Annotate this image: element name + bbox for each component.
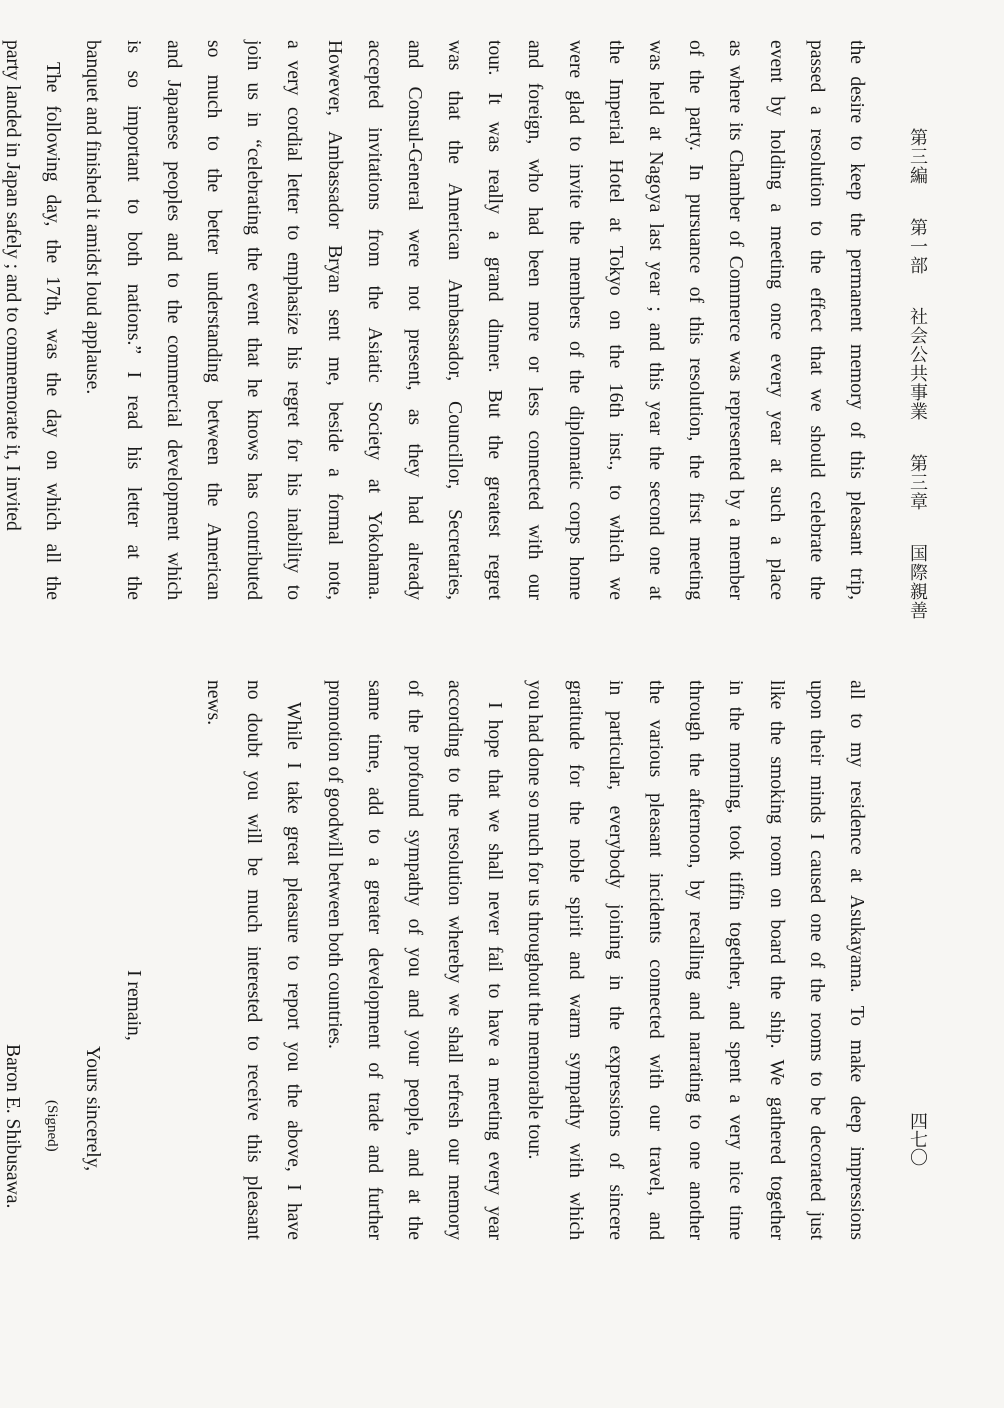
text-line: was held at Nagoya last year ; and this year the second one at <box>645 40 667 600</box>
text-line: accepted invitations from the Asiatic Society at Yokohama. <box>363 40 385 600</box>
text-line: no doubt you will be much interested to receive this pleasant <box>243 680 265 1240</box>
closing-signed: (Signed) <box>44 1100 61 1152</box>
letter-body <box>2 40 876 1320</box>
text-line: of the party. In pursuance of this resolution, the first meeting <box>685 40 707 600</box>
signature-name: Baron E. Shibusawa. <box>2 1044 24 1209</box>
header-chapter: 第三章 <box>907 454 928 512</box>
paragraph <box>313 680 514 1240</box>
text-line: tour. It was really a grand dinner. But the greatest regret <box>484 40 506 600</box>
text-line: the desire to keep the permanent memory of this pleasant trip, <box>846 40 867 600</box>
text-line: promotion of goodwill between both countries. <box>323 680 345 1049</box>
text-line: and foreign, who had been more or less connected with our <box>524 40 546 600</box>
text-line: so much to the better understanding between the American <box>203 40 224 600</box>
text-line: the various pleasant incidents connected with our travel, and <box>645 680 667 1240</box>
left-column <box>2 40 876 600</box>
header-topic: 国際親善 <box>907 543 928 620</box>
header-section: 第一部 <box>907 217 928 275</box>
text-line: The following day, the 17th, was the day on which all the <box>42 62 64 600</box>
header-part: 第三編 <box>907 128 928 185</box>
text-line: news. <box>203 680 224 726</box>
text-line: I hope that we shall never fail to have a meeting every year <box>484 702 506 1240</box>
text-line: gratitude for the noble spirit and warm sympathy with which <box>564 680 586 1240</box>
text-line: While I take great pleasure to report you the above, I have <box>283 702 305 1240</box>
page-number: 四七〇 <box>907 1112 928 1166</box>
closing-remain: I remain, <box>122 970 144 1041</box>
text-line: you had done so much for us throughout the memorable tour. <box>524 680 546 1160</box>
text-line: upon their minds I caused one of the rooms to be decorated just <box>805 680 827 1240</box>
text-line: join us in “celebrating the event that he knows has contributed <box>243 40 265 600</box>
text-line: However, Ambassador Bryan sent me, beside a formal note, <box>323 40 345 600</box>
text-line: were glad to invite the members of the diplomatic corps home <box>564 40 586 600</box>
text-line: all to my residence at Asukayama. To make deep impressions <box>846 680 867 1240</box>
text-line: in the morning, took tiffin together, and spent a very nice time <box>725 680 747 1240</box>
letter-closing <box>0 680 193 1240</box>
text-line: as where its Chamber of Commerce was represented by a member <box>725 40 747 600</box>
paragraph <box>72 40 876 600</box>
text-line: like the smoking room on board the ship. We gathered together <box>765 680 787 1240</box>
text-line: of the profound sympathy of you and your people, and at the <box>403 680 425 1240</box>
running-header <box>902 128 932 628</box>
right-column-paragraphs <box>193 680 876 1240</box>
paragraph <box>514 680 876 1240</box>
text-line: and Consul-General were not present, as they had already <box>403 40 425 600</box>
text-line: a very cordial letter to emphasize his regret for his inability to <box>283 40 305 600</box>
text-line: same time, add to a greater development of trade and further <box>363 680 385 1240</box>
text-line: according to the resolution whereby we shall refresh our memory <box>444 680 466 1240</box>
text-line: is so important to both nations.” I read his letter at the <box>122 40 144 600</box>
text-line: passed a resolution to the effect that we should celebrate the <box>805 40 827 600</box>
paragraph <box>0 40 72 600</box>
right-column <box>2 680 876 1240</box>
closing-yours-sincerely: Yours sincerely, <box>82 1046 104 1172</box>
text-line: banquet and finished it amidst loud applause. <box>82 40 104 395</box>
header-category: 社会公共事業 <box>907 307 928 422</box>
paragraph <box>193 680 314 1240</box>
text-line: through the afternoon, by recalling and narrating to one another <box>685 680 707 1240</box>
text-line: the Imperial Hotel at Tokyo on the 16th inst., to which we <box>604 40 626 600</box>
text-line: party landed in Japan safely ; and to commemorate it, I invited <box>2 40 24 531</box>
text-line: event by holding a meeting once every year at such a place <box>765 40 787 600</box>
text-line: and Japanese peoples and to the commercial development which <box>162 40 184 600</box>
text-line: in particular, everybody joining in the expressions of sincere <box>604 680 626 1240</box>
text-line: was that the American Ambassador, Councillor, Secretaries, <box>444 40 466 600</box>
